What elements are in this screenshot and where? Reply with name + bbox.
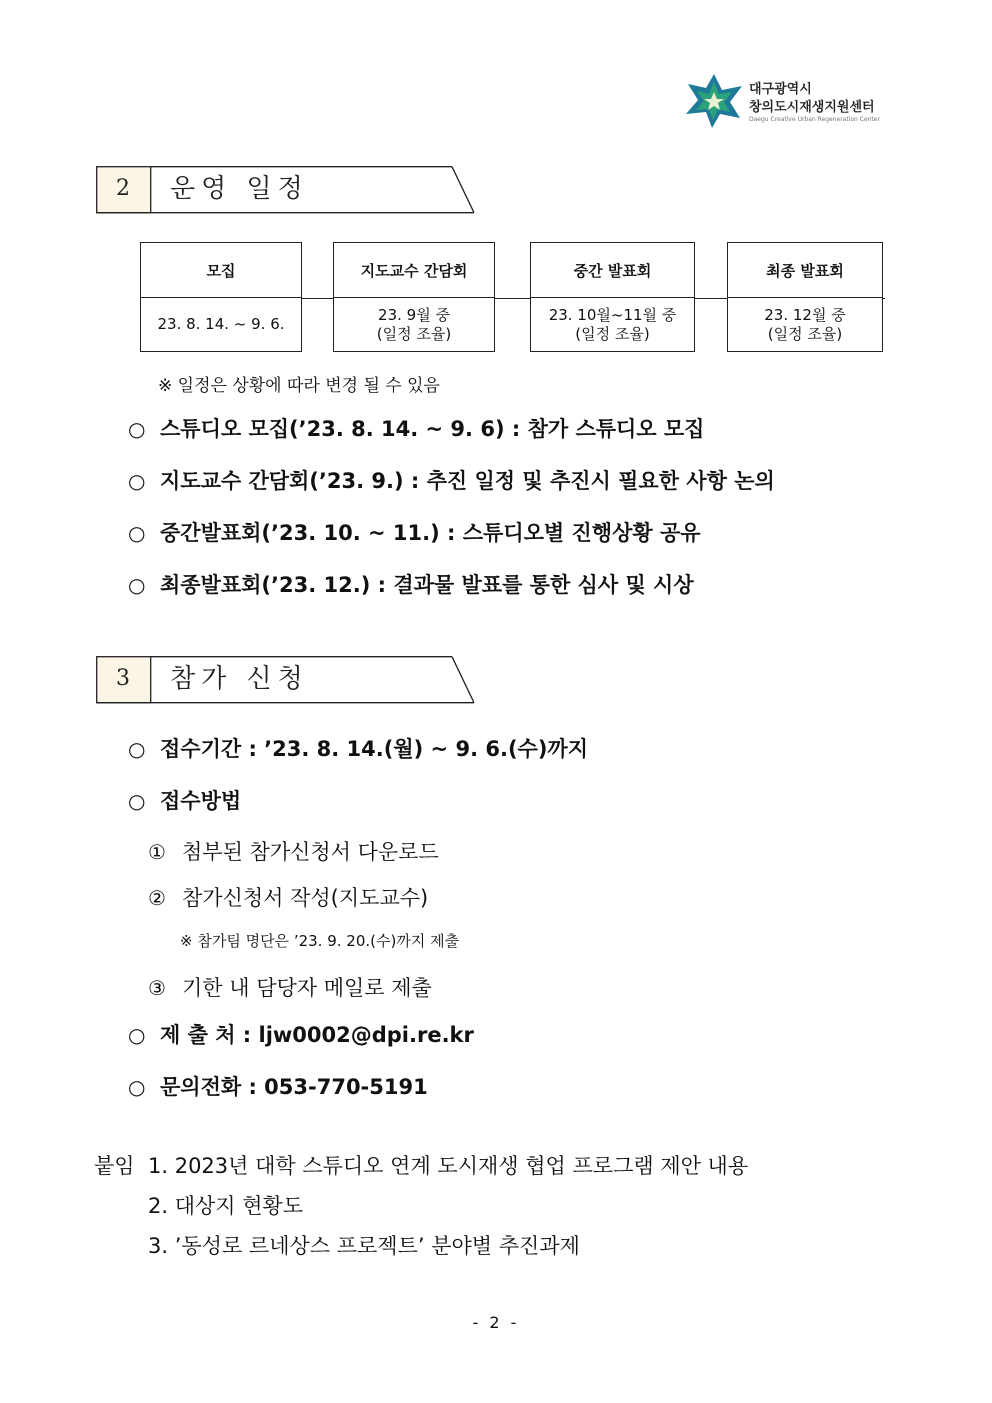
schedule-table	[140, 242, 885, 354]
schedule-bullet	[128, 413, 704, 443]
schedule-box-final	[727, 242, 883, 352]
attachment-item: 2. 대상지 현황도	[148, 1194, 304, 1218]
apply-method	[128, 785, 241, 815]
schedule-detail-line: (일정 조율)	[376, 324, 452, 343]
section-3-number: 3	[116, 666, 130, 691]
apply-submit-text: 제 출 처 : ljw0002@dpi.re.kr	[160, 1023, 474, 1047]
schedule-bullet-text: 중간발표회(’23. 10. ~ 11.) : 스튜디오별 진행상황 공유	[160, 521, 701, 545]
step-text: 첨부된 참가신청서 다운로드	[182, 840, 439, 864]
schedule-detail-line: 23. 8. 14. ~ 9. 6.	[157, 315, 285, 333]
schedule-header: 최종 발표회	[728, 243, 882, 298]
apply-phone-text: 문의전화 : 053-770-5191	[160, 1075, 428, 1099]
section-3-header	[96, 656, 476, 704]
attachment-item: 1. 2023년 대학 스튜디오 연계 도시재생 협업 프로그램 제안 내용	[148, 1154, 749, 1178]
schedule-detail	[141, 298, 301, 351]
schedule-bullet	[128, 465, 775, 495]
bullet-circle-icon: ○	[128, 417, 146, 441]
schedule-bullet-text: 스튜디오 모집(’23. 8. 14. ~ 9. 6) : 참가 스튜디오 모집	[160, 417, 705, 441]
apply-period-text: 접수기간 : ’23. 8. 14.(월) ~ 9. 6.(수)까지	[160, 737, 588, 761]
logo-text-center: 창의도시재생지원센터	[749, 100, 875, 115]
schedule-detail	[334, 298, 494, 351]
step-number: ③	[148, 976, 166, 1000]
schedule-detail	[728, 298, 882, 351]
schedule-box-midterm	[530, 242, 695, 352]
schedule-box-meeting	[333, 242, 495, 352]
schedule-detail-line: 23. 12월 중	[764, 305, 846, 324]
star-logo-icon	[682, 72, 746, 130]
bullet-circle-icon: ○	[128, 789, 146, 813]
section-2-number: 2	[116, 176, 130, 201]
step-text: 기한 내 담당자 메일로 제출	[182, 976, 432, 1000]
schedule-detail-line: (일정 조율)	[767, 324, 843, 343]
apply-step	[148, 836, 439, 866]
schedule-box-recruit	[140, 242, 302, 352]
schedule-header: 모집	[141, 243, 301, 298]
attachments-label: 붙임	[94, 1154, 135, 1178]
schedule-bullet	[128, 517, 701, 547]
step-number: ①	[148, 840, 166, 864]
apply-step	[148, 882, 428, 912]
logo-text-city: 대구광역시	[749, 82, 812, 97]
apply-submit	[128, 1019, 474, 1049]
section-2-header	[96, 166, 476, 214]
bullet-circle-icon: ○	[128, 573, 146, 597]
schedule-note: ※ 일정은 상황에 따라 변경 될 수 있음	[158, 376, 440, 396]
schedule-bullet-text: 지도교수 간담회(’23. 9.) : 추진 일정 및 추진시 필요한 사항 논의	[160, 469, 775, 493]
apply-period	[128, 733, 588, 763]
attachment-item: 3. ’동성로 르네상스 프로젝트’ 분야별 추진과제	[148, 1234, 580, 1258]
apply-method-text: 접수방법	[160, 789, 242, 813]
page-number: - 2 -	[472, 1313, 520, 1332]
step-number: ②	[148, 886, 166, 910]
step-text: 참가신청서 작성(지도교수)	[182, 886, 429, 910]
apply-phone	[128, 1071, 428, 1101]
schedule-bullet	[128, 569, 694, 599]
section-3-title: 참가 신청	[170, 664, 309, 694]
bullet-circle-icon: ○	[128, 1023, 146, 1047]
schedule-detail	[531, 298, 694, 351]
bullet-circle-icon: ○	[128, 737, 146, 761]
apply-step	[148, 972, 432, 1002]
bullet-circle-icon: ○	[128, 521, 146, 545]
center-logo	[682, 72, 912, 132]
bullet-circle-icon: ○	[128, 1075, 146, 1099]
schedule-bullet-text: 최종발표회(’23. 12.) : 결과물 발표를 통한 심사 및 시상	[160, 573, 694, 597]
logo-text-english: Daegu Creative Urban Regeneration Center	[749, 116, 880, 123]
schedule-detail-line: 23. 10월~11월 중	[548, 305, 677, 324]
schedule-detail-line: (일정 조율)	[575, 324, 650, 343]
section-2-title: 운영 일정	[170, 174, 309, 204]
bullet-circle-icon: ○	[128, 469, 146, 493]
schedule-header: 지도교수 간담회	[334, 243, 494, 298]
schedule-detail-line: 23. 9월 중	[378, 305, 450, 324]
schedule-header: 중간 발표회	[531, 243, 694, 298]
apply-step-note: ※ 참가팀 명단은 ’23. 9. 20.(수)까지 제출	[180, 932, 460, 950]
